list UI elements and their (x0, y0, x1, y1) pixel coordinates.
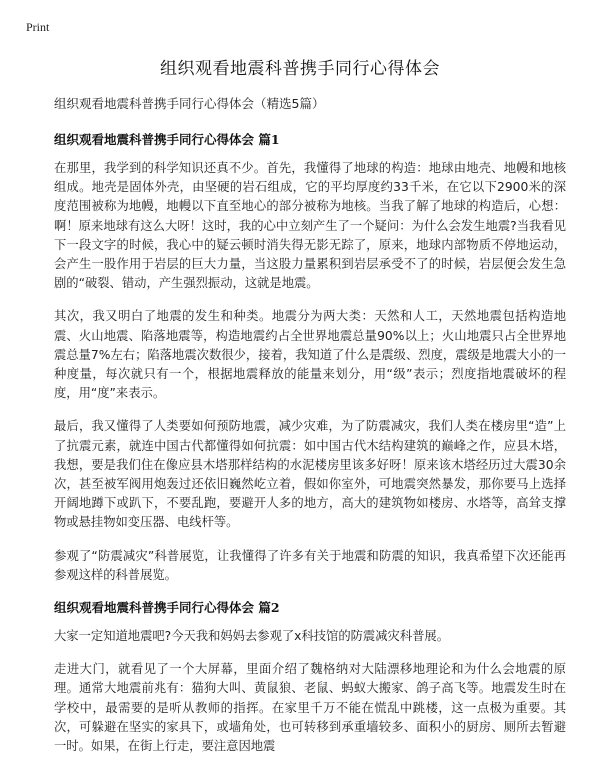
document-title: 组织观看地震科普携手同行心得体会 (160, 59, 440, 79)
print-link[interactable]: Print (26, 20, 50, 34)
paragraph: 走进大门，就看见了一个大屏幕，里面介绍了魏格纳对大陆漂移地理论和为什么会地震的原理。通常大地震前兆有：猫狗大叫、黄鼠狼、老鼠、蚂蚁大搬家、鸽子高飞等。地震发生时在学校中，最需要的是听从教师的指挥。在家里千万不能在慌乱中跳楼，这一点极为重要。其次，可躲避在坚实的家具下，或墙角处，也可转移到承重墙较多、面积小的厨房、厕所去暂避一时。如果，在街上行走，要注意因地震 (54, 662, 566, 754)
paragraph: 参观了“防震减灾”科普展览，让我懂得了许多有关于地震和防震的知识，我真希望下次还能再参观这样的科普展览。 (54, 548, 566, 582)
section-heading-1: 组织观看地震科普携手同行心得体会 篇1 (54, 132, 280, 147)
paragraph: 大家一定知道地震吧?今天我和妈妈去参观了x科技馆的防震减灾科普展。 (54, 629, 450, 644)
paragraph: 最后，我又懂得了人类要如何预防地震，减少灾难，为了防震减灾，我们人类在楼房里“造”上了抗震元素，就连中国古代都懂得如何抗震：如中国古代木结构建筑的巅峰之作，应县木塔，我想，要是我们住在像应县木塔那样结构的水泥楼房里该多好呀！原来该木塔经历过大震30余次，甚至被军阀用炮轰过还依旧巍然屹立着，假如你室外，可地震突然暴发，那你要马上选择开阔地蹲下或趴下，不要乱跑，要避开人多的地方，高大的建筑物如楼房、水塔等，高耸支撑物或悬挂物如变压器、电线杆等。 (54, 419, 566, 530)
paragraph: 在那里，我学到的科学知识还真不少。首先，我懂得了地球的构造：地球由地壳、地幔和地核组成。地壳是固体外壳，由坚硬的岩石组成，它的平均厚度约33千米，在它以下2900米的深度范围被称为地幔，地幔以下直至地心的部分被称为地核。当我了解了地球的构造后，心想：啊！原来地球有这么大呀！这时，我的心中立刻产生了一个疑问：为什么会发生地震?当我看见下一段文字的时候，我心中的疑云顿时消失得无影无踪了，原来，地球内部物质不停地运动，会产生一股作用于岩层的巨大力量，当这股力量累积到岩层承受不了的时候，岩层便会发生急剧的“破裂、错动，产生强烈振动，这就是地震。 (54, 161, 566, 291)
paragraph: 其次，我又明白了地震的发生和种类。地震分为两大类：天然和人工，天然地震包括构造地震、火山地震、陷落地震等，构造地震约占全世界地震总量90%以上；火山地震只占全世界地震总量7%左右；陷落地震次数很少，接着，我知道了什么是震级、烈度，震级是地震大小的一种度量，每次就只有一个，根据地震释放的能量来划分，用“级”表示；烈度指地震破坏的程度，用“度”来表示。 (54, 309, 566, 401)
document-body (54, 95, 566, 770)
document-subtitle: 组织观看地震科普携手同行心得体会（精选5篇） (54, 96, 325, 111)
section-heading-2: 组织观看地震科普携手同行心得体会 篇2 (54, 600, 280, 616)
